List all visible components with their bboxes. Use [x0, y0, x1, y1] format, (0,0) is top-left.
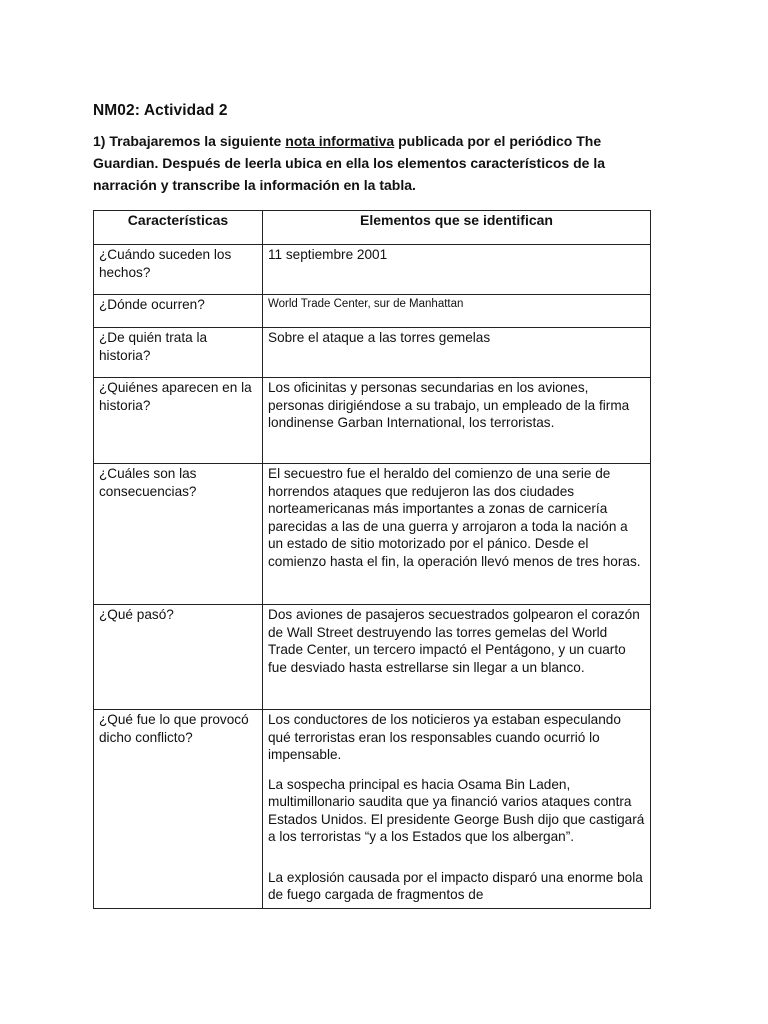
answer-paragraph: Los conductores de los noticieros ya estaban especulando qué terroristas eran los responsables cuando ocurrió lo impensable. [268, 712, 621, 762]
answer-paragraph: Los oficinitas y personas secundarias en los aviones, personas dirigiéndose a su trabajo, un empleado de la firma londinense Garban International, los terroristas. [268, 380, 630, 430]
question-cell: ¿Quiénes aparecen en la historia? [94, 378, 263, 464]
table-header-row [94, 211, 651, 245]
question-cell: ¿De quién trata la historia? [94, 328, 263, 378]
instructions-paragraph [93, 130, 658, 196]
table-row-que-paso [94, 605, 651, 710]
header-caracteristicas: Características [94, 211, 263, 245]
page-title: NM02: Actividad 2 [93, 102, 228, 119]
question-cell: ¿Dónde ocurren? [94, 295, 263, 328]
answer-cell [263, 605, 651, 710]
question-cell: ¿Cuáles son las consecuencias? [94, 464, 263, 605]
table-row-donde [94, 295, 651, 328]
activity-table [93, 210, 651, 909]
answer-paragraph: La explosión causada por el impacto disparó una enorme bola de fuego cargada de fragmentos de [268, 869, 643, 902]
header-elementos: Elementos que se identifican [263, 211, 651, 245]
answer-paragraph: 11 septiembre 2001 [268, 247, 388, 262]
instructions-suffix: publicada por el periódico The Guardian. Después de leerla ubica en ella los elementos característicos de la narración y transcribe la información en la tabla. [93, 133, 605, 193]
answer-paragraph: La sospecha principal es hacia Osama Bin Laden, multimillonario saudita que ya financió varios ataques contra Estados Unidos. El presidente George Bush dijo que castigará a los terroristas “y a los Estados que los albergan”. [268, 776, 645, 844]
question-cell: ¿Cuándo suceden los hechos? [94, 245, 263, 295]
table-row-cuando [94, 245, 651, 295]
answer-cell [263, 710, 651, 909]
answer-paragraph: El secuestro fue el heraldo del comienzo de una serie de horrendos ataques que redujeron las dos ciudades norteamericanas más importantes a zonas de carnicería parecidas a las de una guerra y arrojaron a toda la nación a un estado de sitio motorizado por el pánico. Desde el comienzo hasta el fin, la operación llevó menos de tres horas. [268, 466, 641, 569]
answer-cell [263, 328, 651, 378]
table-row-quienes [94, 378, 651, 464]
table-row-de-quien [94, 328, 651, 378]
answer-paragraph: World Trade Center, sur de Manhattan [268, 298, 464, 310]
table-row-causa [94, 710, 651, 909]
question-cell: ¿Qué pasó? [94, 605, 263, 710]
answer-cell [263, 378, 651, 464]
answer-paragraph: Dos aviones de pasajeros secuestrados golpearon el corazón de Wall Street destruyendo las torres gemelas del World Trade Center, un tercero impactó el Pentágono, y un cuarto fue desviado hasta estrellarse sin llegar a un blanco. [268, 607, 640, 675]
answer-paragraph: Sobre el ataque a las torres gemelas [268, 330, 491, 345]
table-row-consecuencias [94, 464, 651, 605]
question-cell: ¿Qué fue lo que provocó dicho conflicto? [94, 710, 263, 909]
instructions-prefix: 1) Trabajaremos la siguiente [93, 133, 282, 149]
answer-cell [263, 295, 651, 328]
answer-cell [263, 245, 651, 295]
instructions-underlined-term: nota informativa [285, 133, 395, 149]
answer-cell [263, 464, 651, 605]
